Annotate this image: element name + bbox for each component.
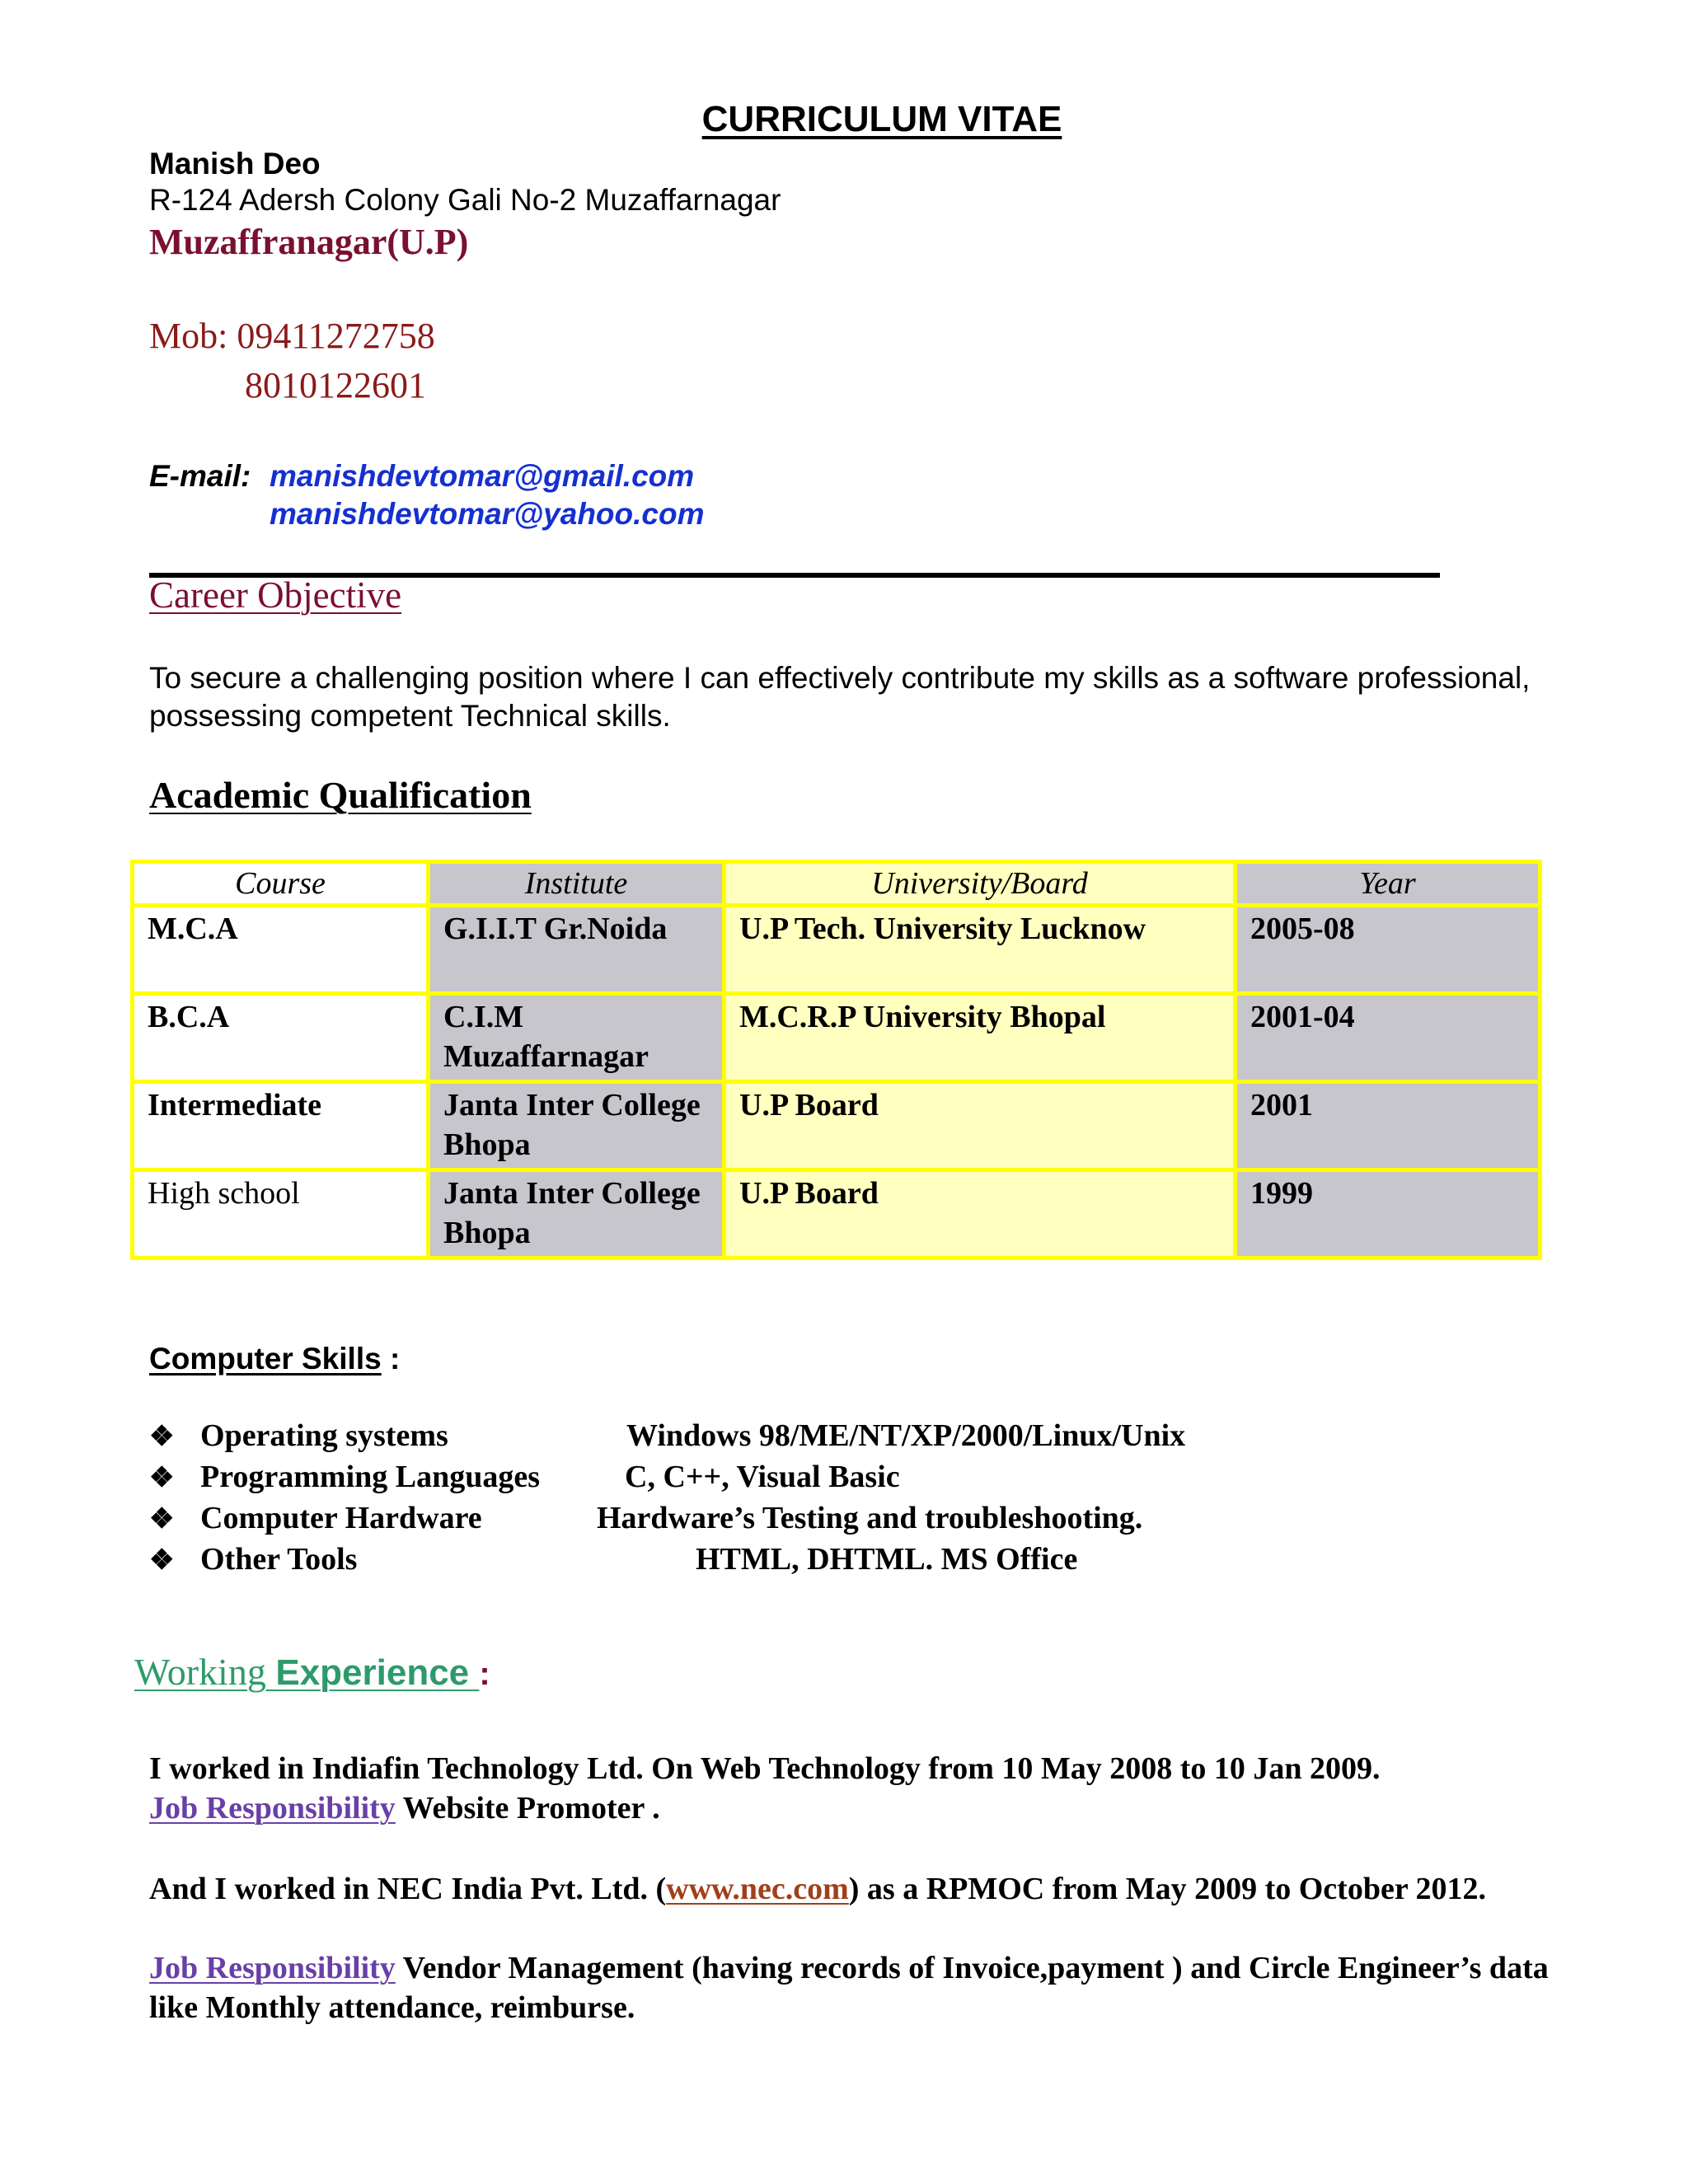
candidate-name: Manish Deo [149, 147, 321, 180]
working-heading-part2: Experience [275, 1652, 480, 1693]
mobile-number-secondary: 8010122601 [245, 365, 426, 405]
experience-entry-1: I worked in Indiafin Technology Ltd. On Web Technology from 10 May 2008 to 10 Jan 2009. [149, 1751, 1381, 1786]
skill-item [149, 1500, 482, 1536]
computer-skills-heading [149, 1342, 400, 1376]
diamond-bullet-icon: ❖ [149, 1422, 175, 1452]
job-responsibility-text: Website Promoter . [395, 1791, 660, 1825]
table-header-row [133, 862, 1540, 906]
skill-item [149, 1541, 357, 1577]
table-row [133, 906, 1540, 994]
year-cell: 2005-08 [1236, 906, 1540, 994]
academic-qualification-heading: Academic Qualification [149, 774, 532, 816]
column-header-institute: Institute [429, 862, 724, 906]
diamond-bullet-icon: ❖ [149, 1504, 175, 1535]
computer-skills-heading-text: Computer Skills [149, 1342, 382, 1376]
skill-item [149, 1459, 540, 1495]
diamond-bullet-icon: ❖ [149, 1545, 175, 1576]
mobile-number-primary: Mob: 09411272758 [149, 316, 435, 356]
city-line: Muzaffranagar(U.P) [149, 222, 469, 262]
skill-value: C, C++, Visual Basic [625, 1460, 900, 1494]
skill-value: Windows 98/ME/NT/XP/2000/Linux/Unix [626, 1418, 1186, 1453]
working-heading-colon: : [479, 1656, 490, 1692]
address-line: R-124 Adersh Colony Gali No-2 Muzaffarnagar [149, 183, 781, 217]
working-heading-part1: Working [134, 1651, 276, 1693]
career-objective-heading: Career Objective [149, 574, 402, 616]
table-row [133, 1170, 1540, 1258]
career-objective-text: To secure a challenging position where I can effectively contribute my skills as a software professional, possessing competent Technical skills. [149, 661, 1531, 733]
table-row [133, 994, 1540, 1082]
course-cell: M.C.A [133, 906, 429, 994]
column-header-course: Course [133, 862, 429, 906]
board-cell: M.C.R.P University Bhopal [724, 994, 1236, 1082]
course-cell: B.C.A [133, 994, 429, 1082]
experience-2-prefix: And I worked in NEC India Pvt. Ltd. ( [149, 1872, 667, 1906]
skill-item [149, 1418, 448, 1454]
board-cell: U.P Board [724, 1170, 1236, 1258]
email-secondary-link[interactable]: manishdevtomar@yahoo.com [270, 497, 705, 531]
board-cell: U.P Board [724, 1082, 1236, 1170]
email-label: E-mail: [149, 459, 251, 493]
institute-cell: G.I.I.T Gr.Noida [429, 906, 724, 994]
diamond-bullet-icon: ❖ [149, 1463, 175, 1493]
course-cell: Intermediate [133, 1082, 429, 1170]
column-header-year: Year [1236, 862, 1540, 906]
skill-label: Operating systems [200, 1418, 448, 1453]
course-cell: High school [133, 1170, 429, 1258]
board-cell: U.P Tech. University Lucknow [724, 906, 1236, 994]
institute-cell: Janta Inter College Bhopa [429, 1082, 724, 1170]
job-responsibility-1 [149, 1790, 660, 1826]
skill-label: Programming Languages [200, 1460, 541, 1494]
company-website-link[interactable]: www.nec.com [666, 1872, 849, 1906]
experience-2-suffix: ) as a RPMOC from May 2009 to October 2012. [848, 1872, 1486, 1906]
job-responsibility-text: Vendor Management (having records of Invoice,payment ) and Circle Engineer’s data like Monthly attendance, reimburse. [149, 1951, 1549, 2025]
email-primary-link[interactable]: manishdevtomar@gmail.com [270, 459, 695, 493]
institute-cell: Janta Inter College Bhopa [429, 1170, 724, 1258]
computer-skills-heading-colon: : [381, 1342, 401, 1376]
table-row [133, 1082, 1540, 1170]
column-header-university: University/Board [724, 862, 1236, 906]
academic-qualification-table [130, 860, 1542, 1260]
job-responsibility-link[interactable]: Job Responsibility [149, 1791, 396, 1825]
skill-value: HTML, DHTML. MS Office [696, 1542, 1078, 1577]
experience-entry-2 [149, 1869, 1567, 1909]
year-cell: 2001 [1236, 1082, 1540, 1170]
year-cell: 1999 [1236, 1170, 1540, 1258]
institute-cell: C.I.M Muzaffarnagar [429, 994, 724, 1082]
job-responsibility-2 [149, 1948, 1567, 2027]
skill-value: Hardware’s Testing and troubleshooting. [597, 1501, 1143, 1535]
job-responsibility-link[interactable]: Job Responsibility [149, 1951, 396, 1985]
page-title: CURRICULUM VITAE [701, 99, 1062, 139]
working-experience-heading [134, 1650, 490, 1694]
year-cell: 2001-04 [1236, 994, 1540, 1082]
skill-label: Other Tools [200, 1542, 358, 1577]
skill-label: Computer Hardware [200, 1501, 482, 1535]
